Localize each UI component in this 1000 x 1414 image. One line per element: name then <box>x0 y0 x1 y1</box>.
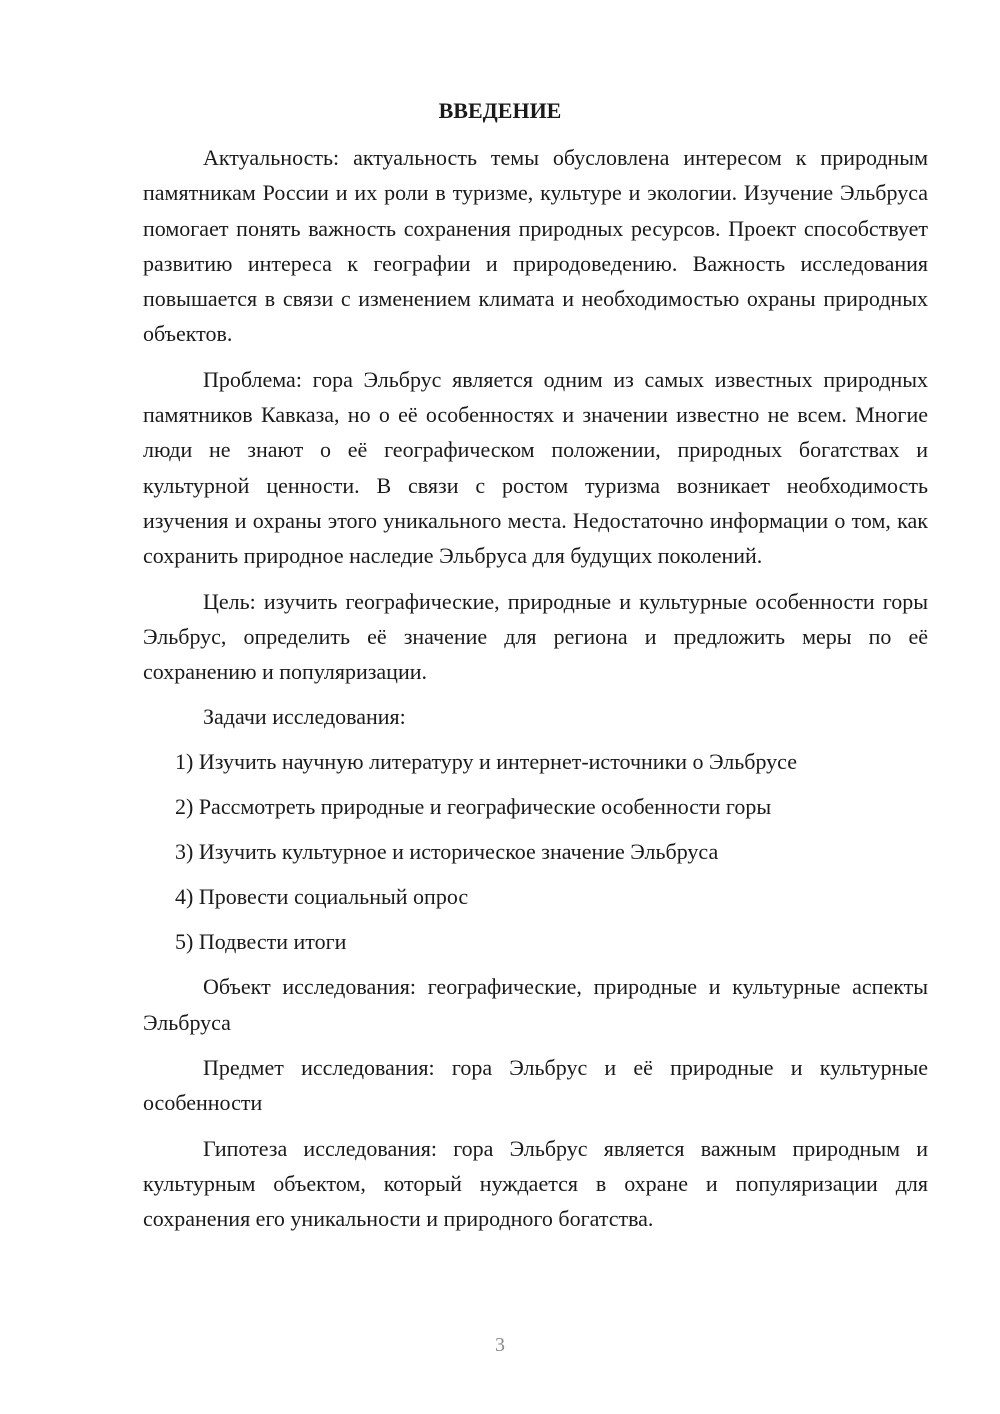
task-item: 2) Рассмотреть природные и географические особенности горы <box>175 794 772 820</box>
page-number: 3 <box>495 1334 505 1356</box>
problem-paragraph: Проблема: гора Эльбрус является одним из самых известных природных памятников Кавказа, но о её особенностях и значении известно не всем. Многие люди не знают о её географическом положении, природных богатствах и культурной ценности. В связи с ростом туризма возникает необходимость изучения и охраны этого уникального места. Недостаточно информации о том, как сохранить природное наследие Эльбруса для будущих поколений. <box>143 366 928 569</box>
page-title: ВВЕДЕНИЕ <box>438 98 562 123</box>
page-body <box>143 140 928 1247</box>
object-paragraph: Объект исследования: географические, природные и культурные аспекты Эльбруса <box>143 974 928 1035</box>
task-item: 3) Изучить культурное и историческое значение Эльбруса <box>175 839 719 865</box>
goal-paragraph: Цель: изучить географические, природные и культурные особенности горы Эльбрус, определить её значение для региона и предложить меры по её сохранению и популяризации. <box>143 588 928 685</box>
task-item: 5) Подвести итоги <box>175 929 347 955</box>
task-item: 1) Изучить научную литературу и интернет-источники о Эльбрусе <box>175 749 797 775</box>
hypothesis-paragraph: Гипотеза исследования: гора Эльбрус является важным природным и культурным объектом, который нуждается в охране и популяризации для сохранения его уникальности и природного богатства. <box>143 1135 928 1232</box>
subject-paragraph: Предмет исследования: гора Эльбрус и её природные и культурные особенности <box>143 1055 928 1116</box>
tasks-list <box>143 744 928 959</box>
tasks-heading: Задачи исследования: <box>203 704 406 730</box>
task-item: 4) Провести социальный опрос <box>175 884 469 910</box>
relevance-paragraph: Актуальность: актуальность темы обусловлена интересом к природным памятникам России и их роли в туризме, культуре и экологии. Изучение Эльбруса помогает понять важность сохранения природных ресурсов. Проект способствует развитию интереса к географии и природоведению. Важность исследования повышается в связи с изменением климата и необходимостью охраны природных объектов. <box>143 145 928 347</box>
